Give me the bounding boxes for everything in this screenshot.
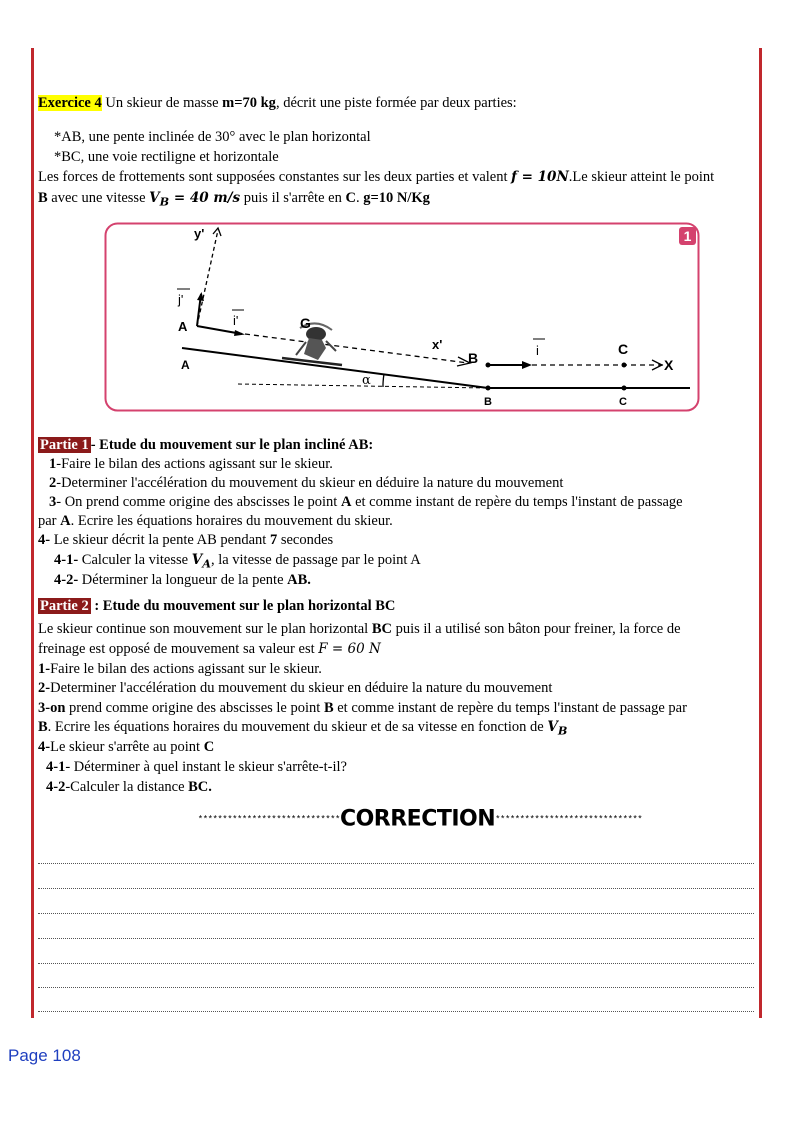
q-num: 1 [49, 456, 57, 472]
y-prime-label: y' [194, 226, 205, 241]
i-label: i [536, 343, 539, 358]
page-border-left [31, 48, 34, 1018]
q-bold: BC [371, 621, 392, 637]
friction-equation: f = 10N [511, 169, 569, 185]
point-c-upper-label: C [618, 341, 629, 357]
friction-text-end: .Le skieur atteint le point [568, 169, 715, 185]
q-text: Le skieur continue son mouvement sur le plan horizontal [38, 621, 369, 637]
q-point: C [203, 739, 215, 755]
gravity-value: g=10 N/Kg [363, 190, 430, 206]
point-a-lower-label: A [181, 358, 190, 372]
q-text: freinage est opposé de mouvement sa valeur est [38, 641, 315, 657]
partie-2-heading [38, 597, 395, 615]
speed-line: B avec une vitesse $V_B = 40$ m/s puis il s'arrête en C. g=10 N/Kg [38, 190, 430, 209]
q-num: 4- [38, 532, 51, 548]
correction-header [130, 806, 710, 833]
q-num: 3-on [38, 700, 66, 716]
q-num: 2 [49, 475, 57, 491]
angle-arc [383, 374, 384, 387]
q-point: A [340, 494, 352, 510]
point-c: C [345, 190, 356, 206]
point-b-lower-label: B [484, 396, 492, 408]
answer-line [38, 962, 754, 964]
vb-subscript: B [159, 194, 170, 209]
q-text: - Déterminer à quel instant le skieur s'arrête-t-il? [65, 759, 347, 775]
point-g-label: G [300, 315, 311, 331]
partie-1-title: - Etude du mouvement sur le plan incliné AB: [90, 437, 374, 453]
q-text: -Calculer la distance [65, 779, 185, 795]
q-text: puis il a utilisé son bâton pour freiner, la force de [395, 621, 681, 637]
p2-question-1 [38, 660, 322, 678]
correction-title: CORRECTION [339, 806, 496, 832]
p2-intro-cont [38, 640, 381, 658]
p2-question-4-2 [46, 778, 212, 796]
q-num: 1- [38, 661, 51, 677]
x-prime-label: x' [432, 337, 443, 352]
alpha-label: α [362, 373, 371, 388]
intro-text-end: , décrit une piste formée par deux parties: [275, 95, 517, 111]
point-a-upper-label: A [178, 319, 188, 334]
partie-2-label: Partie 2 [40, 598, 89, 614]
partie-1-heading [38, 436, 373, 454]
vb-value: = 40 m/s [169, 190, 241, 206]
p2-question-3-cont [38, 718, 567, 740]
speed-text: avec une vitesse [51, 190, 146, 206]
q-text: -Faire le bilan des actions agissant sur le skieur. [56, 456, 333, 472]
q-text: Calculer la vitesse [81, 552, 189, 568]
q-text: Determiner l'accélération du mouvement du skieur en déduire la nature du mouvement [50, 680, 553, 696]
friction-line [38, 168, 714, 186]
slope-line [182, 348, 488, 388]
q-bold: BC. [188, 779, 212, 795]
p2-question-4-1 [46, 758, 347, 776]
vb-symbol: V [149, 190, 160, 206]
q-text: par [38, 513, 57, 529]
va-sub: A [202, 556, 211, 571]
q-text: , la vitesse de passage par le point A [210, 552, 421, 568]
i-prime-label: i' [233, 313, 239, 328]
point-c-lower-dot [622, 386, 627, 391]
partie-2-title: : Etude du mouvement sur le plan horizontal BC [94, 598, 396, 614]
vb-symbol-2 [547, 719, 568, 738]
q-num: 2- [38, 680, 51, 696]
point-c-upper-dot [622, 363, 627, 368]
q-point: B [323, 700, 334, 716]
ski-slope-figure [104, 222, 700, 412]
stop-text: puis il s'arrête en [243, 190, 342, 206]
q-text: -Determiner l'accélération du mouvement du skieur en déduire la nature du mouvement [56, 475, 564, 491]
q-num: 4-1 [46, 759, 66, 775]
va-v: V [191, 552, 203, 568]
page-border-right [759, 48, 762, 1018]
vb-v: V [547, 719, 558, 735]
p2-question-2 [38, 679, 552, 697]
answer-line [38, 937, 754, 939]
q-point: B [38, 719, 48, 735]
q-text: - On prend comme origine des abscisses le point [56, 494, 338, 510]
mass-value: m=70 kg [222, 95, 276, 111]
j-prime-label: j' [178, 292, 184, 307]
p1-question-3 [49, 493, 683, 511]
va-symbol [191, 552, 211, 571]
page-number: Page 108 [8, 1046, 81, 1065]
p1-question-4-2 [54, 571, 311, 589]
friction-text: Les forces de frottements sont supposées constantes sur les deux parties et valent [38, 169, 508, 185]
answer-line [38, 986, 754, 988]
p1-question-1 [49, 455, 333, 473]
q-num: 4- [38, 739, 51, 755]
exercise-label: Exercice 4 [38, 95, 102, 111]
vb-equation [149, 190, 241, 209]
point-b-upper-label: B [468, 350, 479, 366]
y-prime-axis [197, 230, 218, 326]
p1-question-4-1 [54, 551, 421, 573]
q-bold: AB. [287, 572, 311, 588]
p1-question-3-cont [38, 512, 393, 530]
i-arrowhead [522, 361, 532, 369]
q-text: . Ecrire les équations horaires du mouvement du skieur et de sa vitesse en fonction de [47, 719, 544, 735]
x-label: X [664, 357, 674, 373]
p1-question-2 [49, 474, 563, 492]
force-equation: F = 60 N [318, 641, 381, 657]
q-duration: 7 [269, 532, 278, 548]
point-c-lower-label: C [619, 396, 627, 408]
intro-text: Un skieur de masse [105, 95, 219, 111]
q-text: et comme instant de repère du temps l'instant de passage par [337, 700, 687, 716]
q-num: 4-2- [54, 572, 79, 588]
p2-question-3 [38, 699, 687, 717]
stars-right: ****************************** [495, 814, 643, 825]
part-ab-desc: *AB, une pente inclinée de 30° avec le plan horizontal [54, 129, 371, 145]
skier-icon [282, 323, 342, 365]
q-text: prend comme origine des abscisses le point [69, 700, 321, 716]
q-text: secondes [280, 532, 334, 548]
q-text: Le skieur s'arrête au point [50, 739, 201, 755]
stars-left: ***************************** [197, 814, 340, 825]
i-prime-arrowhead [234, 330, 245, 336]
q-text: Le skieur décrit la pente AB pendant [53, 532, 267, 548]
q-text: et comme instant de repère du temps l'instant de passage [355, 494, 683, 510]
q-text: . Ecrire les équations horaires du mouvement du skieur. [70, 513, 393, 529]
q-num: 3 [49, 494, 57, 510]
q-point: A [60, 513, 71, 529]
p2-intro [38, 620, 681, 638]
partie-1-label: Partie 1 [40, 437, 89, 453]
q-text: Déterminer la longueur de la pente [81, 572, 284, 588]
q-text: Faire le bilan des actions agissant sur le skieur. [50, 661, 322, 677]
part-bc-desc: *BC, une voie rectiligne et horizontale [54, 149, 279, 165]
figure-number: 1 [683, 228, 692, 244]
answer-line [38, 912, 754, 914]
exercise-heading [38, 94, 517, 112]
p2-question-4 [38, 738, 214, 756]
answer-line [38, 862, 754, 864]
answer-line [38, 887, 754, 889]
point-b: B [38, 190, 48, 206]
q-num: 4-1- [54, 552, 79, 568]
answer-line [38, 1010, 754, 1012]
p1-question-4 [38, 531, 333, 549]
vb-sub: B [557, 723, 568, 738]
q-num: 4-2 [46, 779, 66, 795]
figure-badge [679, 227, 696, 245]
